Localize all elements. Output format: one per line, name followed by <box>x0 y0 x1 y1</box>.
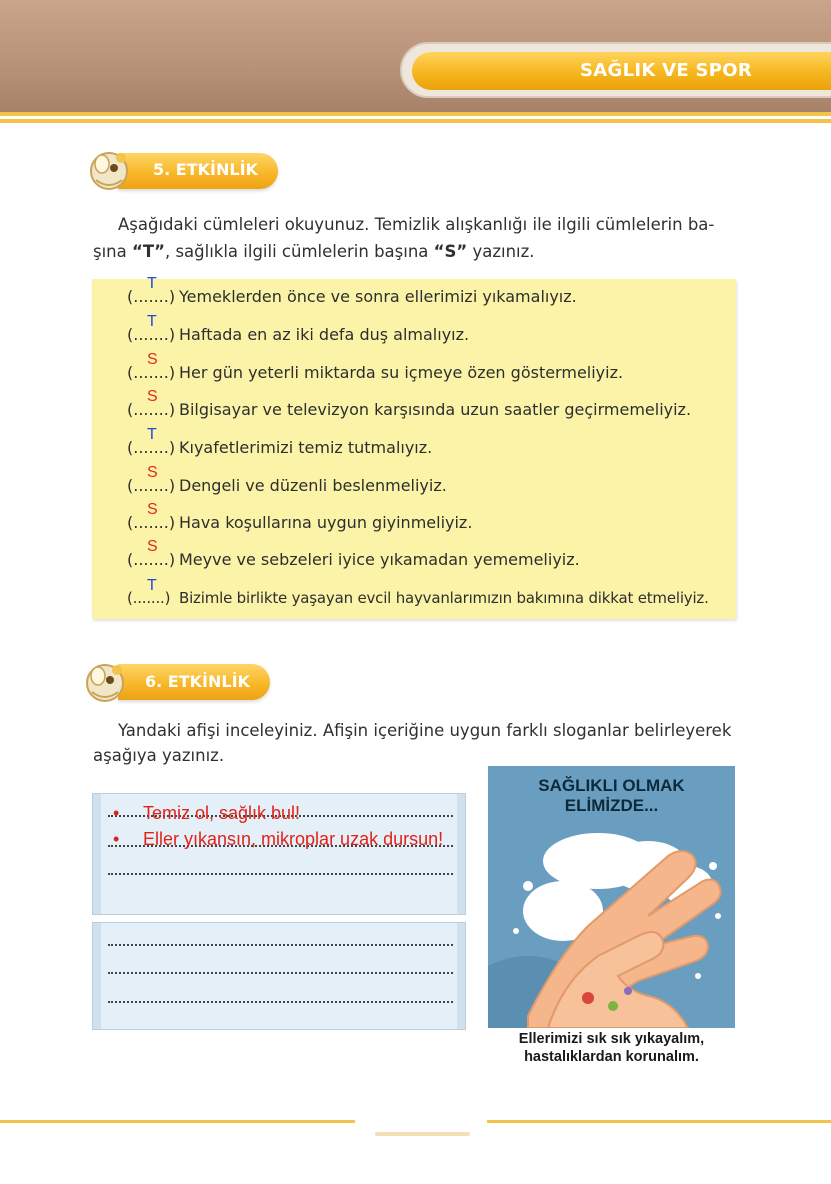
answer-field[interactable]: T <box>147 313 157 330</box>
mascot-icon <box>80 656 130 706</box>
slogan-item: • Eller yıkansın, mikroplar uzak dursun! <box>113 829 444 849</box>
answer-field[interactable]: S <box>147 538 158 555</box>
sentence-row: (.......) S Meyve ve sebzeleri iyice yıkamadan yememeliyiz. <box>127 538 580 569</box>
slogan-item: • Temiz ol, sağlık bul! <box>113 803 301 823</box>
poster-caption: Ellerimizi sık sık yıkayalım, hastalıklardan korunalım. <box>488 1028 735 1068</box>
answer-field[interactable]: T <box>147 275 157 292</box>
answer-field[interactable]: S <box>147 464 158 481</box>
writing-line[interactable] <box>108 944 453 946</box>
writing-line[interactable] <box>108 972 453 974</box>
activity6-instruction: Yandaki afişi inceleyiniz. Afişin içeriğine uygun farklı sloganlar belirleyerek <box>118 721 732 740</box>
activity5-instruction-line2: şına “T”, sağlıkla ilgili cümlelerin başına “S” yazınız. <box>93 242 535 261</box>
sentence-row: (.......) T Bizimle birlikte yaşayan evcil hayvanlarımızın bakımına dikkat etmeliyiz. <box>127 577 709 607</box>
writing-line[interactable] <box>108 1001 453 1003</box>
sentence-row: (.......) T Kıyafetlerimizi temiz tutmalıyız. <box>127 426 433 457</box>
sentence-row: (.......) T Haftada en az iki defa duş almalıyız. <box>127 313 470 344</box>
activity6-instruction-line2: aşağıya yazınız. <box>93 746 225 765</box>
answer-field[interactable]: S <box>147 501 158 518</box>
answer-field[interactable]: T <box>147 426 157 443</box>
answer-field[interactable]: T <box>147 577 157 594</box>
handwashing-poster <box>488 766 735 1068</box>
page-number-area <box>375 1132 470 1136</box>
sentence-row: (.......) S Her gün yeterli miktarda su içmeye özen göstermeliyiz. <box>127 351 624 382</box>
poster-title: SAĞLIKLI OLMAK ELİMİZDE... <box>538 776 685 815</box>
mascot-icon <box>84 144 134 194</box>
answer-field[interactable]: S <box>147 351 158 368</box>
sentence-row: (.......) S Bilgisayar ve televizyon karşısında uzun saatler geçirmemeliyiz. <box>127 388 692 419</box>
activity5-label: 5. ETKİNLİK <box>153 160 258 179</box>
answer-field[interactable]: S <box>147 388 158 405</box>
slogan-notepad <box>92 922 466 1030</box>
page-section-title: SAĞLIK VE SPOR <box>580 60 753 81</box>
footer-rule <box>487 1120 831 1123</box>
sentence-row: (.......) T Yemeklerden önce ve sonra ellerimizi yıkamalıyız. <box>127 275 577 306</box>
activity5-instruction: Aşağıdaki cümleleri okuyunuz. Temizlik alışkanlığı ile ilgili cümlelerin ba- <box>118 215 715 234</box>
header-rule <box>0 112 831 116</box>
footer-rule <box>0 1120 355 1123</box>
sentence-row: (.......) S Dengeli ve düzenli beslenmeliyiz. <box>127 464 447 495</box>
header-rule <box>0 119 831 123</box>
activity6-label: 6. ETKİNLİK <box>145 672 250 691</box>
sentence-row: (.......) S Hava koşullarına uygun giyinmeliyiz. <box>127 501 473 532</box>
writing-line[interactable] <box>108 873 453 875</box>
